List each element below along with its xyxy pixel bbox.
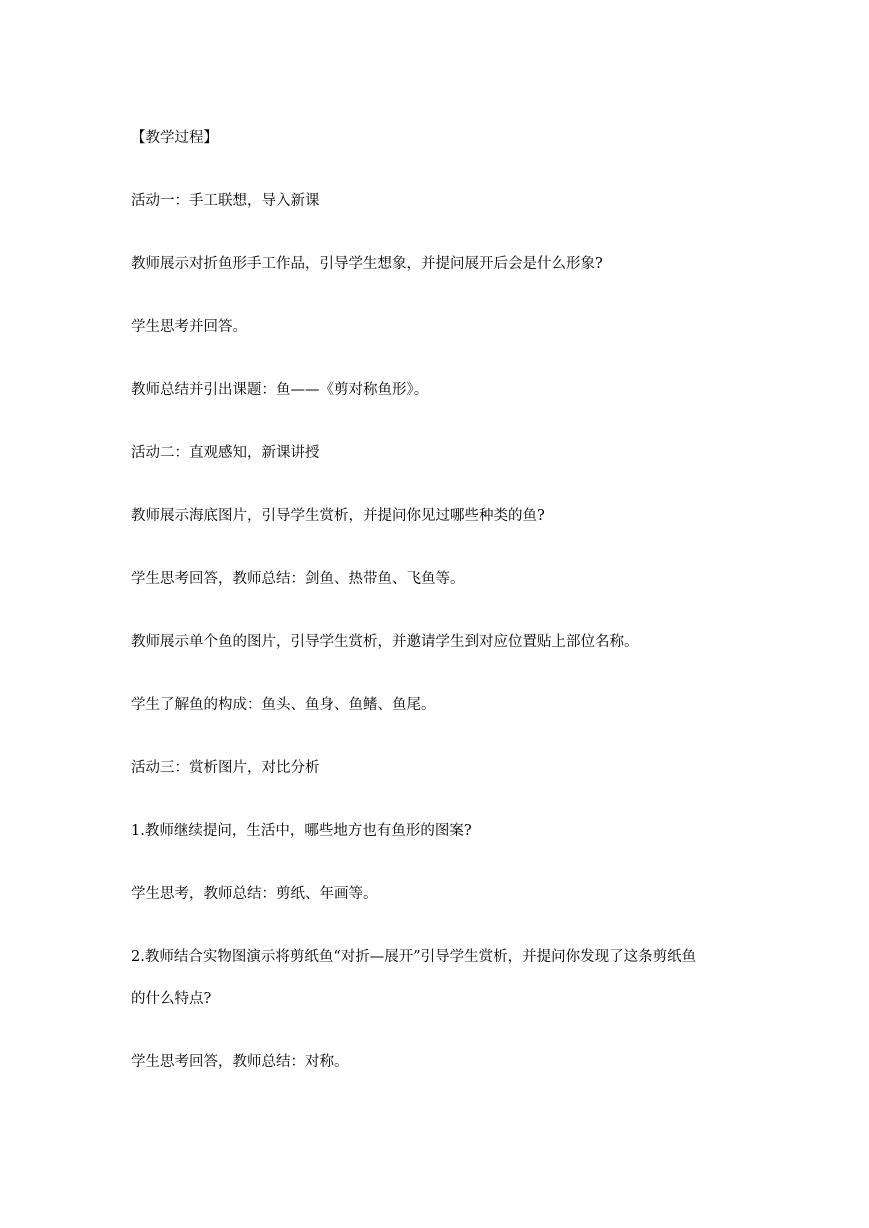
paragraph: 学生思考并回答。 [131, 319, 247, 335]
activity-2-title: 活动二：直观感知，新课讲授 [131, 445, 320, 461]
paragraph: 教师总结并引出课题：鱼——《剪对称鱼形》。 [131, 382, 429, 398]
paragraph-continuation: 的什么特点? [131, 991, 212, 1007]
paragraph: 教师展示海底图片，引导学生赏析，并提问你见过哪些种类的鱼? [131, 508, 545, 524]
document-body [131, 128, 751, 1073]
paragraph: 学生思考回答，教师总结：对称。 [131, 1054, 349, 1070]
paragraph: 学生思考，教师总结：剪纸、年画等。 [131, 886, 378, 902]
paragraph: 学生了解鱼的构成：鱼头、鱼身、鱼鳍、鱼尾。 [131, 697, 436, 713]
paragraph: 2.教师结合实物图演示将剪纸鱼“对折—展开”引导学生赏析，并提问你发现了这条剪纸鱼 [131, 949, 697, 965]
activity-3-title: 活动三：赏析图片，对比分析 [131, 760, 320, 776]
section-heading: 【教学过程】 [131, 130, 218, 146]
paragraph: 教师展示对折鱼形手工作品，引导学生想象，并提问展开后会是什么形象? [131, 256, 603, 272]
paragraph: 学生思考回答，教师总结：剑鱼、热带鱼、飞鱼等。 [131, 571, 465, 587]
paragraph: 1.教师继续提问，生活中，哪些地方也有鱼形的图案? [131, 823, 472, 839]
activity-1-title: 活动一：手工联想，导入新课 [131, 193, 320, 209]
paragraph: 教师展示单个鱼的图片，引导学生赏析，并邀请学生到对应位置贴上部位名称。 [131, 634, 639, 650]
